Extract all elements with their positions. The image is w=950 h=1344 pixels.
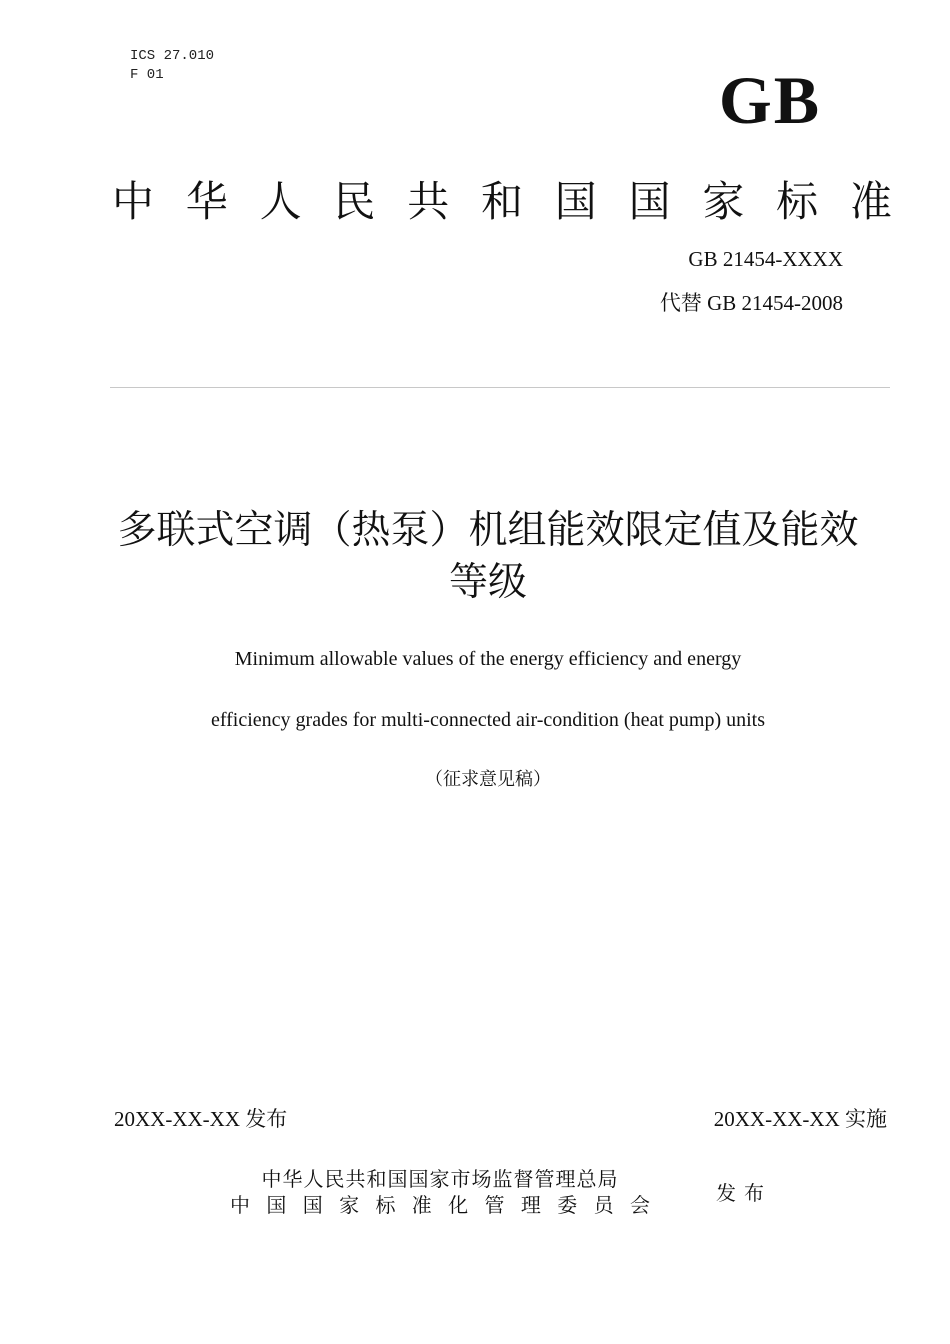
publish-label: 发布 [716,1181,772,1205]
issuer-char: 家 [339,1193,360,1217]
issuer-char: 国 [266,1193,287,1217]
heading-char: 国 [554,177,597,226]
heading-char: 国 [628,177,671,226]
issuer-char: 员 [593,1193,614,1217]
issuer-char: 会 [629,1193,650,1217]
issuer-char: 国 [302,1193,323,1217]
ics-code: ICS 27.010 [130,48,215,64]
title-english-line2: efficiency grades for multi-connected air-condition (heat pump) units [210,709,766,731]
draft-note: （征求意见稿） [425,769,551,790]
issuer-char: 中 [230,1193,250,1217]
heading-char: 家 [702,177,745,226]
ccs-code: F 01 [130,67,164,83]
heading-char: 准 [849,177,892,226]
gb-logo: GB [718,62,822,138]
header-divider [110,387,890,388]
title-chinese: 多联式空调（热泵）机组能效限定值及能效等级 [117,508,859,605]
implementation-date: 20XX-XX-XX 实施 [713,1107,887,1131]
title-english-line1: Minimum allowable values of the energy efficiency and energy [234,648,742,670]
heading-char: 华 [185,177,228,226]
issuer-char: 化 [448,1193,469,1217]
issuer-samr: 中华人民共和国国家市场监督管理总局 [261,1167,619,1191]
heading-char: 民 [333,177,376,226]
issuer-char: 管 [484,1193,505,1217]
issue-date: 20XX-XX-XX 发布 [114,1107,288,1131]
ics-classification [130,47,214,85]
issuer-char: 理 [520,1193,541,1217]
issuer-char: 委 [557,1193,578,1217]
issuer-sac [230,1192,650,1218]
standard-number: GB 21454-XXXX [688,247,843,271]
national-standard-heading [112,172,892,232]
heading-char: 共 [407,177,450,226]
heading-char: 标 [776,177,819,226]
replaces-standard: 代替 GB 21454-2008 [659,291,843,315]
issuer-char: 准 [411,1193,432,1217]
heading-char: 和 [480,177,523,226]
heading-char: 人 [259,177,302,226]
heading-char: 中 [112,177,155,226]
issuer-char: 标 [375,1193,396,1217]
